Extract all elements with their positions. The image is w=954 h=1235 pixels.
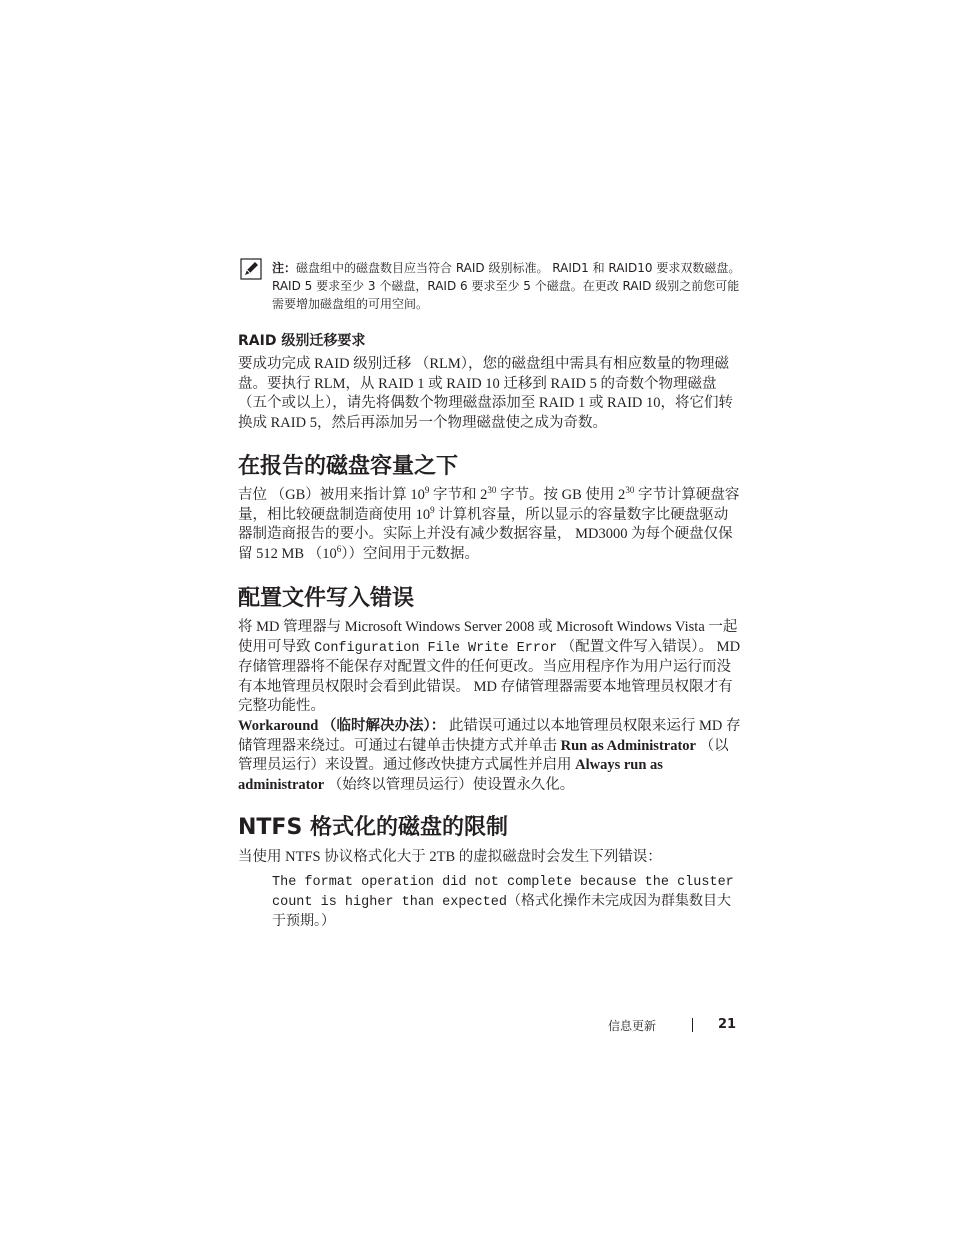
always-run-admin-text: Always run as administrator [238, 757, 663, 793]
note-label: 注： [272, 261, 297, 275]
footer-separator [692, 1018, 693, 1032]
ntfs-heading: NTFS 格式化的磁盘的限制 [238, 815, 508, 840]
ntfs-error-translation: （格式化操作未完成因为群集数目大于预期。） [272, 894, 731, 929]
run-as-admin-text: Run as Administrator [560, 737, 696, 754]
ntfs-error-code: The format operation did not complete because the cluster count is higher than expected [272, 875, 734, 910]
config-error-paragraph: 将 MD 管理器与 Microsoft Windows Server 2008 或 Microsoft Windows Vista 一起使用可导致 Configuration File Write Error （配置文件写入错误）。 MD 存储管理器将不能保存对配置文件的任何更改。当应用程序作为用户运行而没有本地管理员权限时会看到此错误。 MD 存储管理器需要本地管理员权限才有完整功能性。 [238, 619, 741, 714]
footer-section-title: 信息更新 [608, 1019, 657, 1033]
config-error-heading: 配置文件写入错误 [238, 586, 415, 611]
error-code-text: Configuration File Write Error [314, 640, 558, 656]
workaround-label: Workaround （临时解决办法）： [238, 718, 446, 734]
page-number: 21 [718, 1017, 737, 1032]
capacity-paragraph: 吉位 （GB）被用来指计算 $10^9$ 字节和 $2^{30}$ 字节。按 GB 使用 $2^{30}$ 字节计算硬盘容量，相比较硬盘制造商使用 $10^9$ 计算机容量，所以显示的容量数字比硬盘驱动器制造商报告的要小。实际上并没有减少数据容量， MD3000 为每个硬盘仅保留 512 MB $(10^6)$）空间用于元数据。 [238, 485, 740, 562]
note-pencil-icon [240, 258, 262, 280]
note-text: 磁盘组中的磁盘数目应当符合 RAID 级别标准。 RAID1 和 RAID10 要求双数磁盘。RAID 5 要求至少 3 个磁盘，RAID 6 要求至少 5 个磁盘。在更改 RAID 级别之前您可能需要增加磁盘组的可用空间。 [272, 261, 741, 311]
rlm-paragraph: 要成功完成 RAID 级别迁移 （RLM），您的磁盘组中需具有相应数量的物理磁盘。要执行 RLM，从 RAID 1 或 RAID 10 迁移到 RAID 5 的奇数个物理磁盘 （五个或以上），请先将偶数个物理磁盘添加至 RAID 1 或 RAID 10，将它们转换成 RAID 5，然后再添加另一个物理磁盘使之成为奇数。 [238, 356, 734, 431]
note-text-block [272, 259, 742, 313]
ntfs-error-message [272, 872, 744, 931]
capacity-heading: 在报告的磁盘容量之下 [238, 454, 459, 479]
workaround-paragraph: Workaround （临时解决办法）： 此错误可通过以本地管理员权限来运行 MD 存储管理器来绕过。可通过右键单击快捷方式并单击 Run as Administrator （以管理员运行）来设置。通过修改快捷方式属性并启用 Always run as administrator （始终以管理员运行）使设置永久化。 [238, 718, 741, 793]
ntfs-intro: 当使用 NTFS 协议格式化大于 2TB 的虚拟磁盘时会发生下列错误： [238, 849, 662, 865]
rlm-heading: RAID 级别迁移要求 [238, 333, 366, 349]
